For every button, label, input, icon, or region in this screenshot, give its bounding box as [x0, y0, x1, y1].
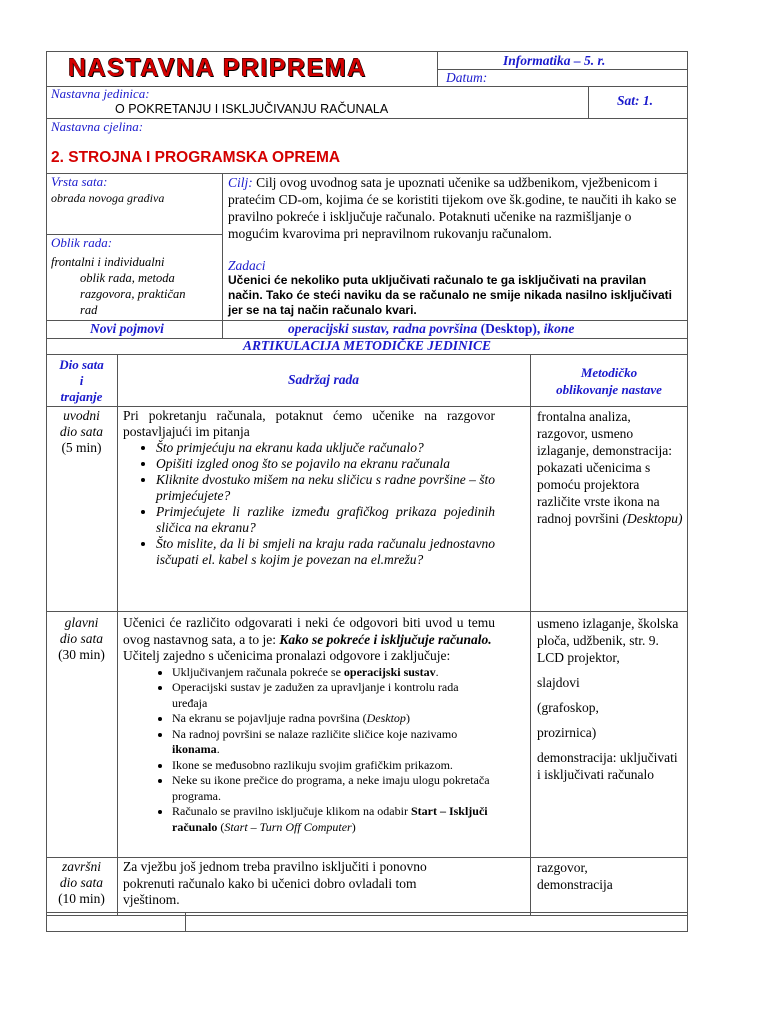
col-header-text: Dio sata	[59, 357, 104, 372]
tasks-label: Zadaci	[228, 258, 266, 273]
col-header-text: i	[79, 373, 84, 388]
list-italic: Desktop	[366, 711, 406, 725]
list-item: • Kliknite dvostuko mišem na neku sličicu s radne površine – što primjećujete?	[156, 472, 495, 504]
method-line: slajdovi	[537, 675, 580, 690]
type-label: Vrsta sata:	[51, 174, 108, 189]
part-name: dio sata	[59, 424, 104, 439]
form-value	[51, 254, 219, 318]
divider	[46, 354, 688, 355]
col-header-text: Metodičko	[580, 365, 638, 380]
goal-text: Cilj ovog uvodnog sata je upoznati učenike sa udžbenikom, vježbenicom i pratećim CD-om, kojima će se koristiti tijekom ove šk.godine, te naučiti ih kako se pravilno pokreće i isključuje računalo. Potaknuti učenike na razmišljanje o mogućim kvarovima pri nepravilnom rukovanju računalom.	[228, 175, 677, 241]
list-italic: Start – Turn Off Computer	[224, 819, 352, 834]
part-name: završni	[61, 859, 101, 874]
list-item: • Neke su ikone prečice do programa, a neke imaju ulogu pokretača programa.	[172, 773, 495, 804]
intro-questions	[123, 440, 495, 568]
intro-content	[123, 408, 495, 568]
part-duration: (5 min)	[61, 440, 102, 455]
list-item: • Operacijski sustav je zadužen za upravljanje i kontrolu rada uređaja	[172, 680, 495, 711]
divider	[588, 86, 589, 118]
concepts-value-c: ikone	[543, 321, 575, 336]
list-bold: operacijski sustav	[343, 664, 436, 679]
divider	[46, 611, 688, 612]
list-item: • Na ekranu se pojavljuje radna površina (Desktop)	[172, 711, 495, 727]
method-line: (grafoskop,	[537, 700, 599, 715]
divider	[46, 857, 688, 858]
main-lead2: Učitelj zajedno s učenicima pronalazi odgovore i zaključuje:	[123, 648, 451, 663]
intro-method-italic: (Desktopu)	[622, 511, 683, 526]
list-item: • Računalo se pravilno isključuje klikom na odabir Start – Isključi računalo (Start – Turn Off Computer)	[172, 804, 495, 835]
main-list	[123, 665, 495, 836]
tasks-text: Učenici će nekoliko puta uključivati računalo te ga isključivati na pravilan način. Tako će steći naviku da se računalo ne smije nikada nasilno isključivati jer se na taj način računalo kvari.	[228, 273, 672, 317]
table-col-divider	[117, 354, 118, 916]
part-duration: (30 min)	[58, 647, 105, 662]
method-line: prozirnica)	[537, 725, 597, 740]
part-name: dio sata	[59, 631, 104, 646]
part-name: uvodni	[63, 408, 100, 423]
col-header-part	[46, 357, 117, 405]
list-text: Na radnoj površini se nalaze različite sličice koje nazivamo	[172, 726, 458, 741]
concepts-label: Novi pojmovi	[90, 321, 164, 336]
main-part	[46, 615, 117, 663]
lesson-number: Sat: 1.	[617, 93, 654, 108]
divider	[222, 173, 223, 320]
list-text: Na ekranu se pojavljuje radna površina (	[172, 711, 367, 725]
form-value-line: oblik rada, metoda	[80, 271, 175, 285]
main-method	[537, 615, 683, 783]
concepts-value-b: (Desktop),	[480, 321, 541, 336]
page-title: NASTAVNA PRIPREMA	[68, 54, 367, 82]
list-item: • Na radnoj površini se nalaze različite sličice koje nazivamo ikonama.	[172, 727, 495, 758]
part-duration: (10 min)	[58, 891, 105, 906]
unit-value: O POKRETANJU I ISKLJUČIVANJU RAČUNALA	[115, 102, 389, 116]
list-item: • Primjećujete li razlike između grafičkog prikaza pojedinih sličica na ekranu?	[156, 504, 495, 536]
form-value-line: razgovora, praktičan	[80, 287, 186, 301]
part-name: glavni	[64, 615, 99, 630]
list-item: • Opišiti izgled onog što se pojavilo na ekranu računala	[156, 456, 495, 472]
list-item: • Što primjećuju na ekranu kada uključe računalo?	[156, 440, 495, 456]
intro-lead: Pri pokretanju računala, potaknut ćemo učenike na razgovor postavljajući im pitanja	[123, 408, 495, 439]
col-header-text: oblikovanje nastave	[556, 382, 662, 397]
method-line: usmeno izlaganje, školska ploča, udžbenik, str. 9.	[537, 616, 679, 648]
intro-method-text: frontalna analiza, razgovor, usmeno izlaganje, demonstracija: pokazati učenicima s pomoću projektora različite vrste ikona na radnoj površini	[537, 409, 672, 526]
empty-row	[46, 912, 688, 932]
list-item: • Ikone se međusobno razlikuju svojim grafičkim prikazom.	[172, 758, 495, 774]
col-header-text: trajanje	[60, 389, 103, 404]
goal-label: Cilj:	[228, 175, 253, 190]
method-line: LCD projektor,	[537, 650, 620, 665]
type-value: obrada novoga gradiva	[51, 191, 165, 205]
divider	[222, 320, 223, 338]
concepts-value	[288, 321, 574, 337]
list-item: • Što mislite, da li bi smjeli na kraju rada računalu jednostavno isčupati el. kabel s kojim je povezan na el.mrežu?	[156, 536, 495, 568]
list-text: Uključivanjem računala pokreće se	[172, 664, 341, 679]
form-value-line: rad	[80, 303, 98, 317]
main-lead-text: Učenici će različito odgovarati i neki će odgovori biti uvod u temu ovog nastavnog sata, a to je:	[123, 615, 495, 647]
part-name: dio sata	[59, 875, 104, 890]
intro-part	[46, 408, 117, 456]
final-content: Za vježbu još jednom treba pravilno isključiti i ponovno pokrenuti računalo kako bi učenici dobro ovladali tom vještinom.	[123, 859, 427, 907]
goal-block	[228, 174, 683, 242]
date-label: Datum:	[446, 70, 488, 85]
intro-method	[537, 408, 683, 527]
table-col-divider	[185, 912, 186, 932]
method-line: demonstracija: uključivati i isključivati računalo	[537, 750, 678, 782]
main-lead	[123, 615, 495, 648]
final-method: razgovor, demonstracija	[537, 860, 613, 892]
concepts-value-a: operacijski sustav, radna površina	[288, 321, 478, 336]
form-label: Oblik rada:	[51, 235, 113, 250]
col-header-method	[530, 364, 688, 398]
subject-label: Informatika – 5. r.	[503, 53, 606, 68]
list-item: • Uključivanjem računala pokreće se operacijski sustav.	[172, 665, 495, 681]
whole-value: 2. STROJNA I PROGRAMSKA OPREMA	[51, 149, 341, 166]
unit-label: Nastavna jedinica:	[51, 86, 150, 101]
main-lead-bold: Kako se pokreće i isključuje računalo.	[279, 631, 492, 647]
list-bold: ikonama	[172, 742, 217, 756]
list-bold: Start – Isključi računalo	[172, 804, 488, 834]
divider	[46, 406, 688, 407]
list-text: Računalo se pravilno isključuje klikom na odabir	[172, 804, 408, 818]
articulation-title: ARTIKULACIJA METODIČKE JEDINICE	[242, 338, 492, 353]
main-content	[123, 615, 495, 835]
table-col-divider	[530, 354, 531, 916]
col-header-content: Sadržaj rada	[288, 372, 359, 387]
form-value-line: frontalni i individualni	[51, 255, 165, 269]
final-part	[46, 859, 117, 907]
whole-label: Nastavna cjelina:	[51, 119, 144, 134]
